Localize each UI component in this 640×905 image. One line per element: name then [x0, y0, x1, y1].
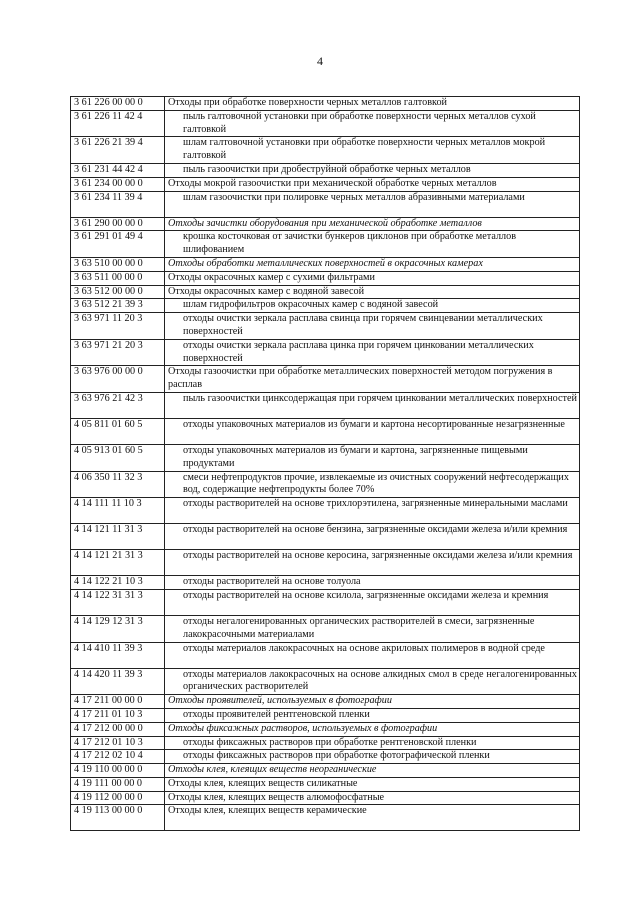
- table-row: [71, 285, 580, 299]
- row-name: отходы очистки зеркала расплава свинца при горячем свинцевании металлических поверхностей: [165, 313, 580, 340]
- table-row: [71, 366, 580, 393]
- row-name: Отходы газоочистки при обработке металлических поверхностей методом погружения в расплав: [165, 366, 580, 393]
- table-row: [71, 392, 580, 418]
- row-name: Отходы клея, клеящих веществ керамические: [165, 805, 580, 831]
- row-name: Отходы клея, клеящих веществ неорганические: [165, 764, 580, 778]
- table-row: [71, 642, 580, 668]
- page-number: 4: [317, 54, 323, 68]
- table-row: [71, 615, 580, 642]
- row-name: отходы негалогенированных органических растворителей в смеси, загрязненные лакокрасочными материалами: [165, 615, 580, 642]
- row-name: отходы растворителей на основе бензина, загрязненные оксидами железа и/или кремния: [165, 524, 580, 550]
- table-row: [71, 777, 580, 791]
- row-name: пыль галтовочной установки при обработке поверхности черных металлов сухой галтовкой: [165, 110, 580, 137]
- row-code: 3 61 226 11 42 4: [71, 110, 165, 137]
- row-code: 3 61 291 01 49 4: [71, 231, 165, 258]
- row-name: отходы растворителей на основе трихлорэтилена, загрязненные минеральными маслами: [165, 498, 580, 524]
- table-row: [71, 498, 580, 524]
- row-name: шлам гидрофильтров окрасочных камер с водяной завесой: [165, 299, 580, 313]
- row-code: 3 61 231 44 42 4: [71, 163, 165, 177]
- row-name: отходы растворителей на основе ксилола, загрязненные оксидами железа и кремния: [165, 589, 580, 615]
- table-row: [71, 708, 580, 722]
- table-row: [71, 339, 580, 366]
- row-code: 4 14 111 11 10 3: [71, 498, 165, 524]
- row-code: 4 14 121 11 31 3: [71, 524, 165, 550]
- row-code: 3 61 234 11 39 4: [71, 191, 165, 217]
- row-name: отходы растворителей на основе керосина, загрязненные оксидами железа и/или кремния: [165, 550, 580, 576]
- waste-code-table: [70, 96, 580, 831]
- row-code: 3 63 976 21 42 3: [71, 392, 165, 418]
- row-code: 4 05 913 01 60 5: [71, 444, 165, 471]
- row-name: отходы проявителей рентгеновской пленки: [165, 708, 580, 722]
- table-row: [71, 695, 580, 709]
- row-code: 3 63 976 00 00 0: [71, 366, 165, 393]
- row-code: 3 61 234 00 00 0: [71, 177, 165, 191]
- row-code: 3 63 971 21 20 3: [71, 339, 165, 366]
- row-code: 4 14 410 11 39 3: [71, 642, 165, 668]
- table-row: [71, 313, 580, 340]
- row-name: Отходы клея, клеящих веществ алюмофосфатные: [165, 791, 580, 805]
- row-code: 4 14 122 31 31 3: [71, 589, 165, 615]
- table-row: [71, 589, 580, 615]
- row-name: отходы очистки зеркала расплава цинка при горячем цинковании металлических поверхностей: [165, 339, 580, 366]
- row-name: пыль газоочистки цинксодержащая при горячем цинковании металлических поверхностей: [165, 392, 580, 418]
- table-row: [71, 750, 580, 764]
- row-code: 3 61 290 00 00 0: [71, 217, 165, 231]
- row-name: отходы фиксажных растворов при обработке фотографической пленки: [165, 750, 580, 764]
- table-row: [71, 299, 580, 313]
- row-name: Отходы окрасочных камер с водяной завесой: [165, 285, 580, 299]
- row-code: 4 19 112 00 00 0: [71, 791, 165, 805]
- row-code: 4 14 122 21 10 3: [71, 576, 165, 590]
- table-row: [71, 97, 580, 111]
- row-code: 3 63 512 21 39 3: [71, 299, 165, 313]
- row-code: 3 63 971 11 20 3: [71, 313, 165, 340]
- table-row: [71, 257, 580, 271]
- row-code: 4 19 113 00 00 0: [71, 805, 165, 831]
- row-name: Отходы при обработке поверхности черных металлов галтовкой: [165, 97, 580, 111]
- row-name: отходы материалов лакокрасочных на основе акриловых полимеров в водной среде: [165, 642, 580, 668]
- row-code: 3 63 510 00 00 0: [71, 257, 165, 271]
- table-row: [71, 524, 580, 550]
- row-code: 4 05 811 01 60 5: [71, 418, 165, 444]
- table-row: [71, 231, 580, 258]
- row-name: отходы упаковочных материалов из бумаги и картона, загрязненные пищевыми продуктами: [165, 444, 580, 471]
- table-row: [71, 217, 580, 231]
- row-code: 3 63 512 00 00 0: [71, 285, 165, 299]
- row-name: Отходы мокрой газоочистки при механической обработке черных металлов: [165, 177, 580, 191]
- row-name: Отходы зачистки оборудования при механической обработке металлов: [165, 217, 580, 231]
- row-code: 4 19 111 00 00 0: [71, 777, 165, 791]
- row-name: Отходы обработки металлических поверхностей в окрасочных камерах: [165, 257, 580, 271]
- table-row: [71, 805, 580, 831]
- table-row: [71, 764, 580, 778]
- row-name: Отходы фиксажных растворов, используемых в фотографии: [165, 722, 580, 736]
- row-code: 4 17 212 02 10 4: [71, 750, 165, 764]
- table-row: [71, 137, 580, 164]
- table-row: [71, 271, 580, 285]
- row-name: отходы фиксажных растворов при обработке рентгеновской пленки: [165, 736, 580, 750]
- row-name: Отходы проявителей, используемых в фотографии: [165, 695, 580, 709]
- row-code: 4 17 212 01 10 3: [71, 736, 165, 750]
- row-code: 4 14 420 11 39 3: [71, 668, 165, 695]
- row-name: крошка косточковая от зачистки бункеров циклонов при обработке металлов шлифованием: [165, 231, 580, 258]
- row-code: 4 17 212 00 00 0: [71, 722, 165, 736]
- row-name: смеси нефтепродуктов прочие, извлекаемые из очистных сооружений нефтесодержащих вод, содержащие нефтепродукты более 70%: [165, 471, 580, 498]
- row-code: 3 61 226 21 39 4: [71, 137, 165, 164]
- table-row: [71, 418, 580, 444]
- table-row: [71, 722, 580, 736]
- table-row: [71, 550, 580, 576]
- row-name: отходы растворителей на основе толуола: [165, 576, 580, 590]
- row-code: 4 19 110 00 00 0: [71, 764, 165, 778]
- row-code: 4 17 211 01 10 3: [71, 708, 165, 722]
- row-code: 4 06 350 11 32 3: [71, 471, 165, 498]
- row-code: 3 61 226 00 00 0: [71, 97, 165, 111]
- row-code: 4 14 129 12 31 3: [71, 615, 165, 642]
- table-row: [71, 791, 580, 805]
- row-code: 3 63 511 00 00 0: [71, 271, 165, 285]
- table-row: [71, 163, 580, 177]
- row-name: шлам галтовочной установки при обработке поверхности черных металлов мокрой галтовкой: [165, 137, 580, 164]
- table-row: [71, 668, 580, 695]
- table-row: [71, 444, 580, 471]
- table-row: [71, 191, 580, 217]
- row-name: отходы материалов лакокрасочных на основе алкидных смол в среде негалогенированных органических растворителей: [165, 668, 580, 695]
- table-row: [71, 110, 580, 137]
- row-name: Отходы окрасочных камер с сухими фильтрами: [165, 271, 580, 285]
- row-code: 4 14 121 21 31 3: [71, 550, 165, 576]
- row-name: шлам газоочистки при полировке черных металлов абразивными материалами: [165, 191, 580, 217]
- table-row: [71, 471, 580, 498]
- row-name: пыль газоочистки при дробеструйной обработке черных металлов: [165, 163, 580, 177]
- row-name: Отходы клея, клеящих веществ силикатные: [165, 777, 580, 791]
- table-row: [71, 177, 580, 191]
- table-row: [71, 576, 580, 590]
- row-name: отходы упаковочных материалов из бумаги и картона несортированные незагрязненные: [165, 418, 580, 444]
- row-code: 4 17 211 00 00 0: [71, 695, 165, 709]
- table-row: [71, 736, 580, 750]
